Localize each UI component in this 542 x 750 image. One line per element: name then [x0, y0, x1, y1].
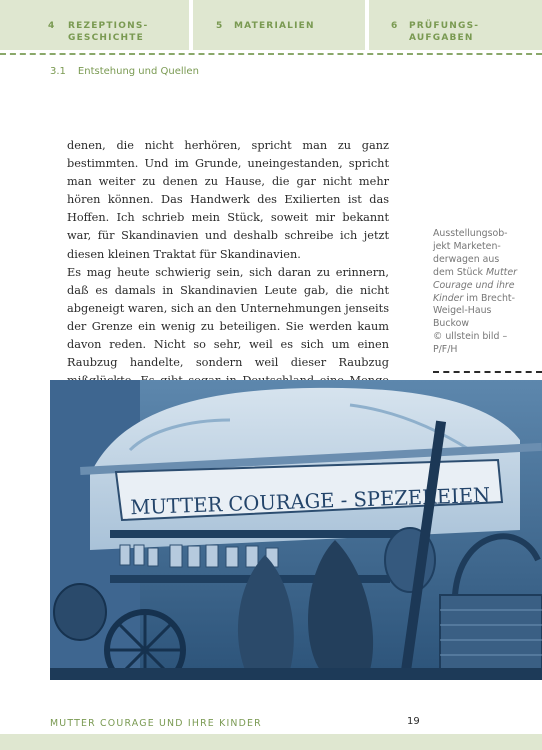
wagon-floor [50, 668, 542, 680]
caption-title: Mutter [485, 266, 517, 278]
caption-divider [433, 371, 542, 373]
paragraph: Es mag heute schwierig sein, sich daran zu erinnern, daß es damals in Skandinavien Leute gab, die nicht abgeneigt waren, sich an den Unternehmungen jenseits der Grenze ein wenig zu beteiligen. Sie werden kaum davon reden. Nicht so sehr, weil es sich um einen Raubzug handelte, sondern weil dieser Raubzug [67, 265, 389, 370]
chapter-tabs [0, 0, 542, 50]
footer-bar [0, 734, 542, 750]
caption-title: Kinder [433, 292, 464, 304]
caption-line: Ausstellungsob- [433, 228, 508, 239]
wagon-shelf [110, 530, 410, 538]
footer-book-title: MUTTER COURAGE UND IHRE KINDER [50, 718, 262, 729]
wagon-photo [50, 380, 542, 680]
header-divider [0, 53, 542, 55]
caption-text: im Brecht- [463, 292, 515, 304]
wagon-sign-text: MUTTER COURAGE - SPEZEREIEN [129, 482, 499, 520]
caption-line: Weigel-Haus [433, 305, 492, 317]
caption-line: Buckow [433, 318, 470, 330]
tab-number: 4 [48, 21, 56, 31]
caption-line: © ullstein bild – [433, 331, 508, 343]
caption-line [433, 280, 533, 293]
tab-label: REZEPTIONS- GESCHICHTE [68, 21, 149, 43]
caption-line: P/F/H [433, 344, 458, 356]
wicker-basket [440, 595, 542, 680]
photo-caption [433, 228, 533, 357]
tab-number: 5 [216, 21, 224, 31]
section-title: Entstehung und Quellen [77, 66, 199, 77]
body-text [67, 137, 389, 408]
tab-label: MATERIALIEN [234, 21, 315, 31]
caption-line [433, 267, 533, 280]
caption-line: jekt Marketen- [433, 240, 501, 252]
tab-pruefungsaufgaben[interactable] [369, 0, 542, 50]
drum [54, 584, 106, 640]
section-heading [50, 66, 199, 77]
caption-line: derwagen aus [433, 253, 500, 265]
paragraph: denen, die nicht herhören, spricht man zu ganz bestimmten. Und im Grunde, uneingestanden, spricht man weiter zu denen zu Hause, die gar nicht mehr hören können. Das Handwerk des Exilierten ist das Hoffen. Ich schrieb mein Stück, soweit mir bekannt war, für Skandinavien und deshalb schreibe ich jetzt diesen kleinen Traktat für Skandinavien. [67, 139, 389, 261]
tab-number: 6 [391, 21, 399, 31]
caption-text: dem Stück [433, 266, 486, 278]
caption-title: Courage und ihre [433, 279, 515, 291]
tab-rezeptionsgeschichte[interactable] [0, 0, 189, 50]
wooden-spools [120, 545, 278, 567]
section-number: 3.1 [50, 66, 66, 77]
tab-label: PRÜFUNGS- AUFGABEN [409, 21, 480, 43]
caption-line [433, 293, 533, 306]
tab-materialien[interactable] [193, 0, 365, 50]
page-number: 19 [407, 716, 420, 727]
